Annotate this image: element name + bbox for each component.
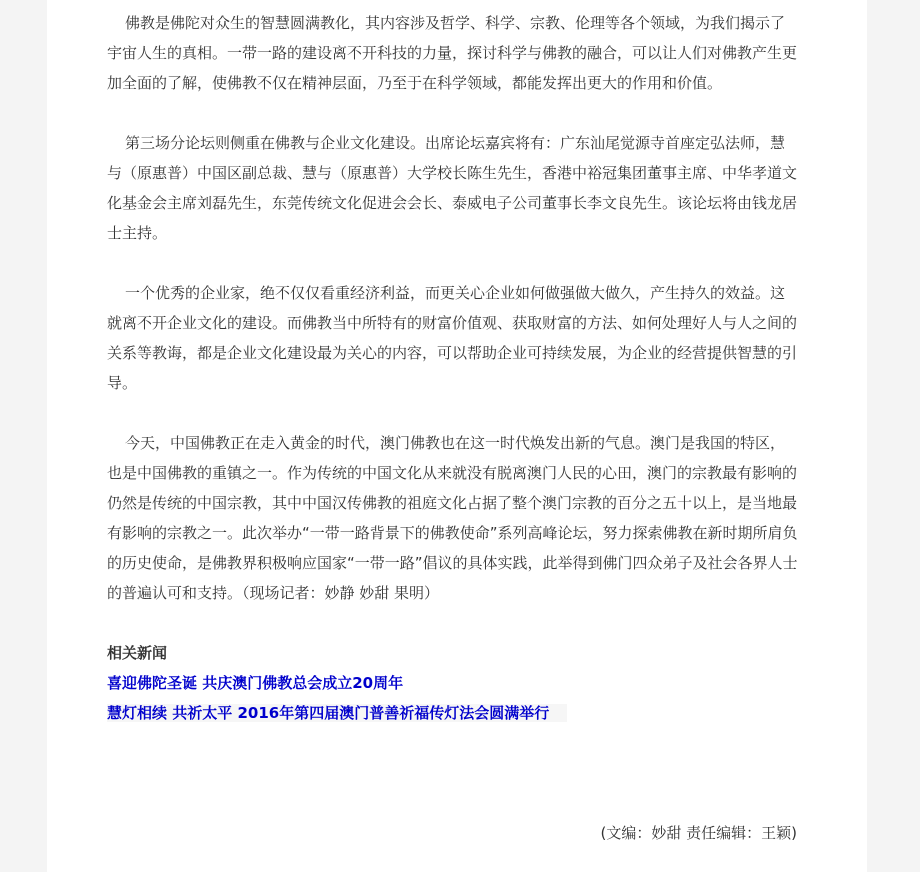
related-news-list — [107, 668, 799, 728]
article-paragraph-4: 今天，中国佛教正在走入黄金的时代，澳门佛教也在这一时代焕发出新的气息。澳门是我国的特区，也是中国佛教的重镇之一。作为传统的中国文化从来就没有脱离澳门人民的心田，澳门的宗教最有影响的仍然是传统的中国宗教，其中中国汉传佛教的祖庭文化占据了整个澳门宗教的百分之五十以上，是当地最有影响的宗教之一。此次举办“一带一路背景下的佛教使命”系列高峰论坛，努力探索佛教在新时期所肩负的历史使命，是佛教界积极响应国家“一带一路”倡议的具体实践，此举得到佛门四众弟子及社会各界人士的普遍认可和支持。（现场记者：妙静 妙甜 果明） — [107, 434, 798, 602]
article-paragraph-1: 佛教是佛陀对众生的智慧圆满教化，其内容涉及哲学、科学、宗教、伦理等各个领域，为我们揭示了宇宙人生的真相。一带一路的建设离不开科技的力量，探讨科学与佛教的融合，可以让人们对佛教产生更加全面的了解，使佛教不仅在精神层面，乃至于在科学领域，都能发挥出更大的作用和价值。 — [107, 14, 798, 92]
article-page — [47, 0, 867, 872]
related-news-item — [107, 668, 799, 698]
related-news-link-1[interactable]: 喜迎佛陀圣诞 共庆澳门佛教总会成立20周年 — [107, 674, 404, 692]
article-content — [107, 8, 799, 728]
article-paragraph-2: 第三场分论坛则侧重在佛教与企业文化建设。出席论坛嘉宾将有：广东汕尾觉源寺首座定弘法师，慧与（原惠普）中国区副总裁、慧与（原惠普）大学校长陈生先生，香港中裕冠集团董事主席、中华孝道文化基金会主席刘磊先生，东莞传统文化促进会会长、泰威电子公司董事长李文良先生。该论坛将由钱龙居士主持。 — [107, 134, 798, 242]
related-news-heading: 相关新闻 — [107, 644, 168, 662]
related-news-item — [107, 698, 799, 728]
article-paragraph-3: 一个优秀的企业家，绝不仅仅看重经济利益，而更关心企业如何做强做大做久，产生持久的效益。这就离不开企业文化的建设。而佛教当中所特有的财富价值观、获取财富的方法、如何处理好人与人之间的关系等教诲，都是企业文化建设最为关心的内容，可以帮助企业可持续发展，为企业的经营提供智慧的引导。 — [107, 284, 798, 392]
editor-credit: (文编：妙甜 责任编辑：王颖) — [600, 824, 797, 842]
related-news-link-2[interactable]: 慧灯相续 共祈太平 2016年第四届澳门普善祈福传灯法会圆满举行 — [107, 704, 567, 722]
